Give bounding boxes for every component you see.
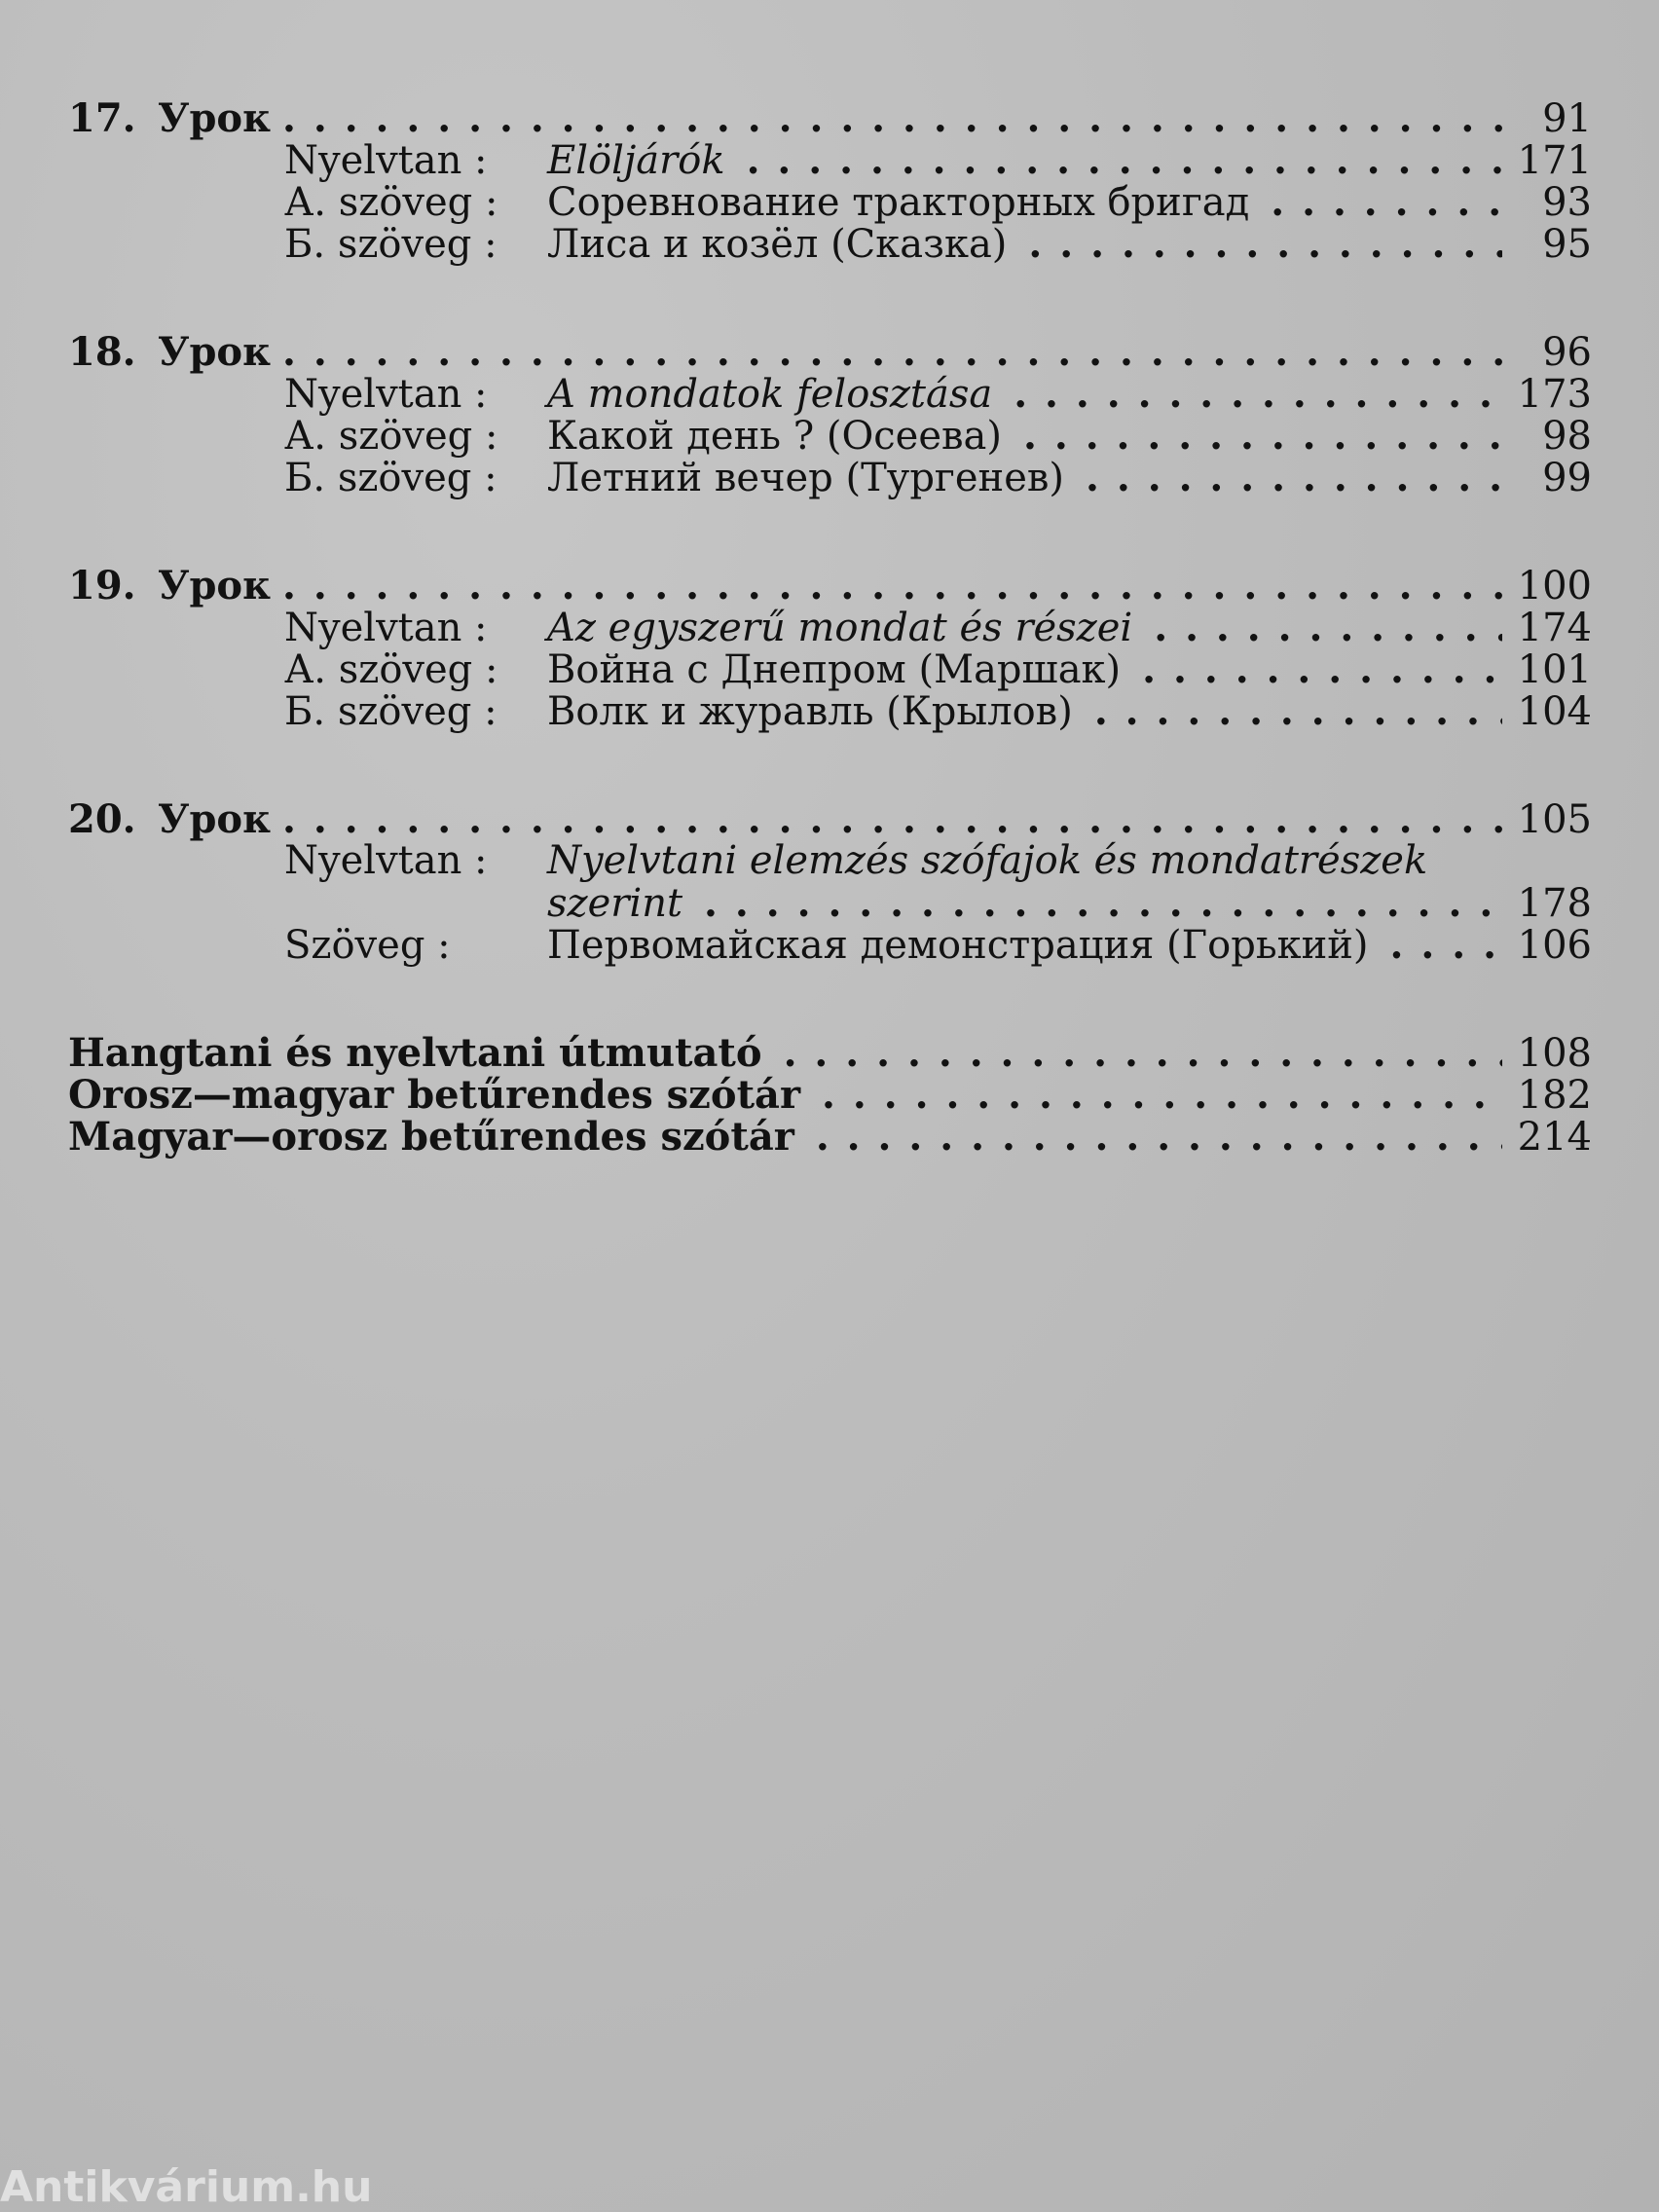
entry-label: Nyelvtan : [284, 138, 488, 183]
page-number: 171 [1517, 138, 1592, 183]
page-number: 104 [1517, 689, 1592, 734]
lesson-number: 17. [68, 95, 136, 141]
entry-text: Elöljárók [547, 138, 725, 183]
dot-leader [704, 882, 1502, 924]
lesson-19 [68, 565, 1592, 732]
lesson-title: Урок [158, 563, 271, 608]
entry-text: Летний вечер (Тургенев) [547, 456, 1065, 500]
entry-text: Az egyszerű mondat és részei [547, 606, 1133, 650]
toc-entry [68, 648, 1592, 690]
dot-leader [1390, 924, 1502, 966]
entry-text: Первомайская демонстрация (Горький) [547, 923, 1369, 968]
page-number: 91 [1542, 96, 1592, 141]
entry-label: А. szöveg : [284, 180, 498, 225]
entry-text: Какой день ? (Осеева) [547, 414, 1002, 459]
page-number: 93 [1542, 180, 1592, 225]
toc-entry-continuation [68, 882, 1592, 924]
toc-entry [68, 924, 1592, 966]
dot-leader [282, 798, 1502, 840]
lesson-heading [68, 565, 1592, 607]
lesson-heading [68, 331, 1592, 373]
dot-leader [1094, 690, 1502, 732]
lesson-title: Урок [158, 796, 271, 842]
entry-label: Б. szöveg : [284, 689, 498, 734]
lesson-number: 20. [68, 796, 136, 842]
toc-entry [68, 457, 1592, 498]
lesson-20 [68, 798, 1592, 966]
toc-entry [68, 181, 1592, 223]
dot-leader [1023, 415, 1502, 457]
page-number: 106 [1517, 923, 1592, 968]
page-number: 174 [1517, 606, 1592, 650]
dot-leader [1271, 181, 1502, 223]
lesson-17 [68, 97, 1592, 265]
entry-label: Nyelvtan : [284, 372, 488, 417]
entry-text: Лиса и козёл (Сказка) [547, 222, 1008, 267]
entry-text: Nyelvtani elemzés szófajok és mondatrészek [547, 838, 1428, 883]
entry-text: Hangtani és nyelvtani útmutató [68, 1030, 762, 1076]
toc-entry [68, 415, 1592, 457]
entry-label: Szöveg : [284, 923, 451, 968]
entry-text: Orosz—magyar betűrendes szótár [68, 1072, 801, 1118]
entry-text: Волк и журавль (Крылов) [547, 689, 1073, 734]
lesson-heading [68, 798, 1592, 840]
lesson-heading [68, 97, 1592, 139]
entry-text: Соревнование тракторных бригад [547, 180, 1250, 225]
page-number: 101 [1517, 647, 1592, 692]
watermark: Antikvárium.hu [0, 2162, 373, 2212]
toc-entry [68, 690, 1592, 732]
entry-label: Б. szöveg : [284, 456, 498, 500]
lesson-title: Урок [158, 329, 271, 375]
dot-leader [1014, 373, 1502, 415]
toc-entry [68, 373, 1592, 415]
page-number: 98 [1542, 414, 1592, 459]
entry-label: Б. szöveg : [284, 222, 498, 267]
entry-text: Magyar—orosz betűrendes szótár [68, 1114, 794, 1160]
page-number: 173 [1517, 372, 1592, 417]
page-number: 178 [1517, 881, 1592, 926]
dot-leader [822, 1074, 1502, 1116]
dot-leader [282, 331, 1502, 373]
toc-entry [68, 1116, 1592, 1158]
dot-leader [282, 565, 1502, 607]
lesson-title: Урок [158, 95, 271, 141]
page-number: 95 [1542, 222, 1592, 267]
toc-entry [68, 223, 1592, 265]
dot-leader [1028, 223, 1502, 265]
page-number: 108 [1517, 1031, 1592, 1076]
lesson-number: 19. [68, 563, 136, 608]
toc-entry [68, 1074, 1592, 1116]
dot-leader [282, 97, 1502, 139]
page-number: 182 [1517, 1073, 1592, 1118]
dot-leader [1154, 607, 1502, 648]
page-number: 96 [1542, 330, 1592, 375]
page-number: 99 [1542, 456, 1592, 500]
page-number: 105 [1517, 797, 1592, 842]
toc-entry [68, 840, 1592, 882]
table-of-contents [68, 97, 1592, 1158]
entry-label: Nyelvtan : [284, 838, 488, 883]
page-number: 214 [1517, 1115, 1592, 1160]
dot-leader [1142, 648, 1502, 690]
entry-label: Nyelvtan : [284, 606, 488, 650]
entry-text: szerint [547, 881, 683, 926]
back-matter [68, 1032, 1592, 1158]
dot-leader [816, 1116, 1502, 1158]
lesson-18 [68, 331, 1592, 498]
dot-leader [747, 139, 1502, 181]
entry-text: Война с Днепром (Маршак) [547, 647, 1122, 692]
toc-entry [68, 139, 1592, 181]
entry-label: А. szöveg : [284, 647, 498, 692]
lesson-number: 18. [68, 329, 136, 375]
entry-text: A mondatok felosztása [547, 372, 993, 417]
dot-leader [784, 1032, 1502, 1074]
page-number: 100 [1517, 564, 1592, 608]
dot-leader [1086, 457, 1502, 498]
toc-entry [68, 1032, 1592, 1074]
entry-label: А. szöveg : [284, 414, 498, 459]
toc-entry [68, 607, 1592, 648]
